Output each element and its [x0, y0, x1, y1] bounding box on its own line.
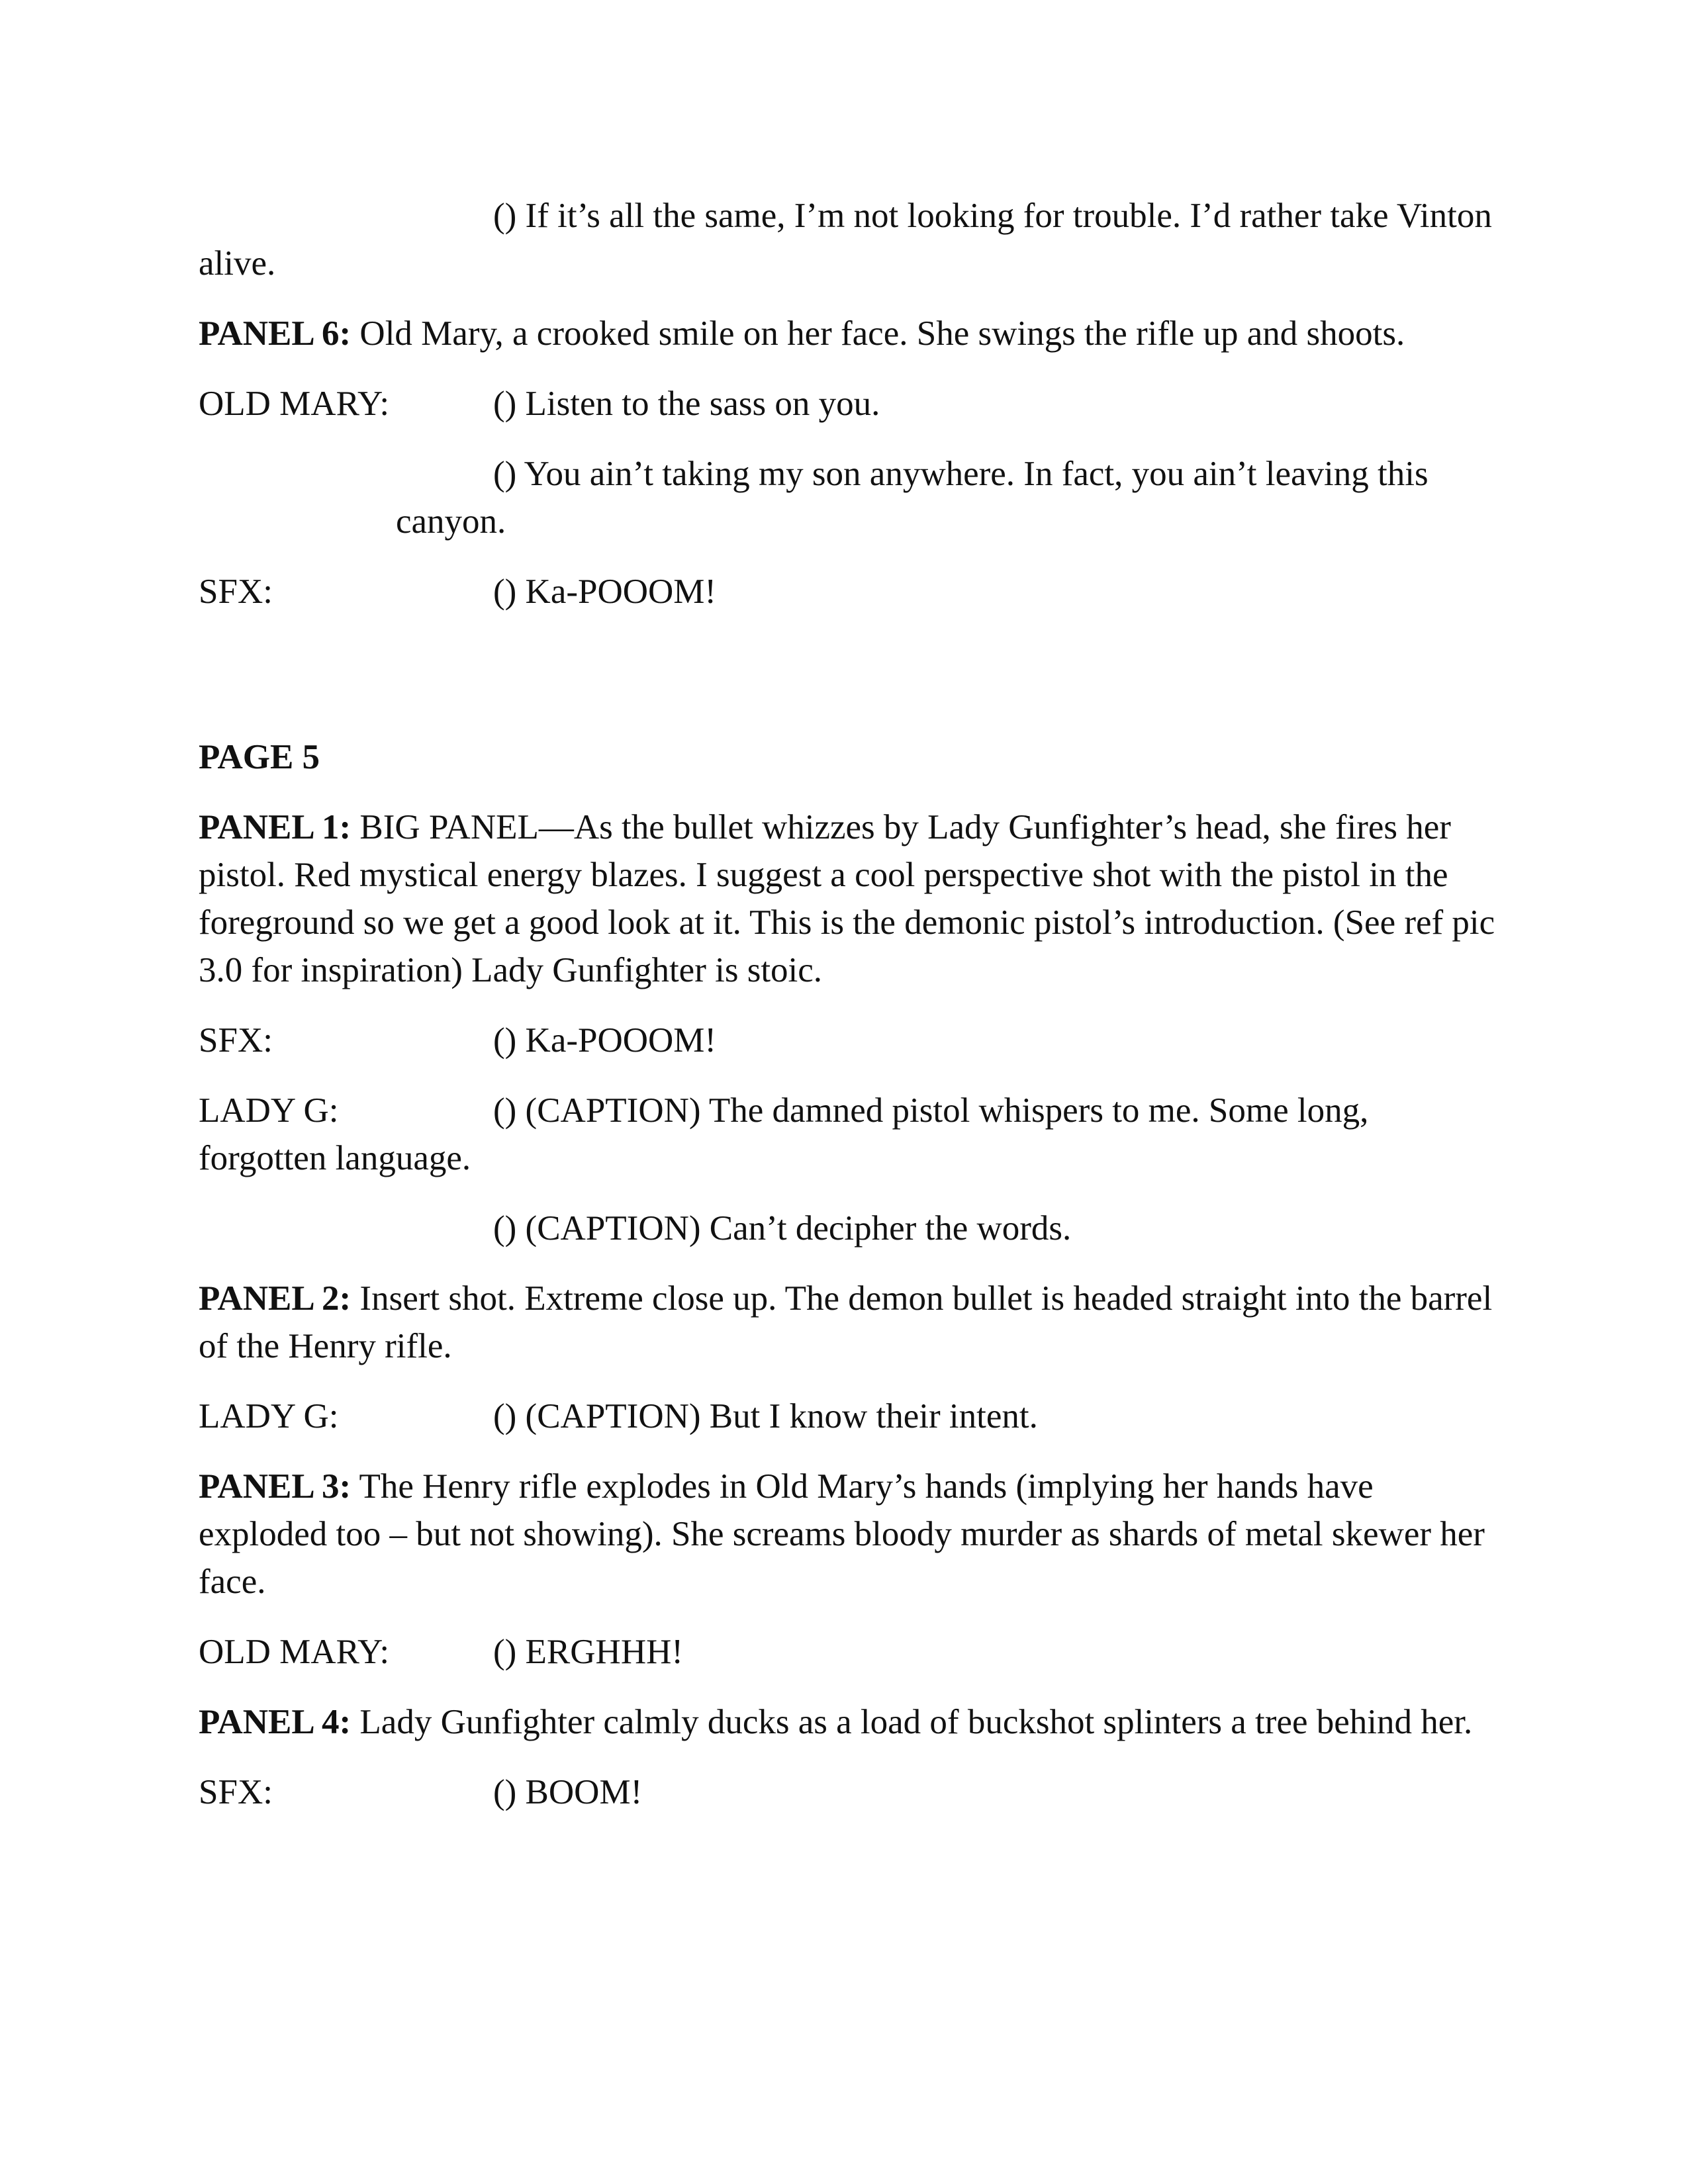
dialogue-continuation: () (CAPTION) Can’t decipher the words.	[493, 1209, 1072, 1248]
dialogue-line	[199, 1392, 1496, 1440]
speaker-name: OLD MARY:	[199, 385, 390, 423]
panel-text: BIG PANEL—As the bullet whizzes by Lady Gunfighter’s head, she fires her pistol. Red mystical energy blazes. I suggest a cool perspective shot with the pistol in the foreground so we get a good look at it. This is the demonic pistol’s introduction. (See ref pic 3.0 for inspiration) Lady Gunfighter is stoic.	[199, 808, 1495, 989]
panel-label: PANEL 4:	[199, 1703, 352, 1741]
panel-description	[199, 803, 1496, 994]
panel-description	[199, 1698, 1496, 1746]
panel-description	[199, 1463, 1496, 1606]
panel-text: Insert shot. Extreme close up. The demon bullet is headed straight into the barrel of the Henry rifle.	[199, 1279, 1493, 1365]
dialogue-text: () (CAPTION) The damned pistol whispers to me. Some long, forgotten language.	[199, 1091, 1369, 1177]
speaker-name: LADY G:	[199, 1397, 339, 1435]
dialogue-line	[199, 1017, 1496, 1064]
dialogue-line	[199, 568, 1496, 615]
panel-label: PANEL 2:	[199, 1279, 352, 1318]
speaker-name: SFX:	[199, 572, 273, 611]
script-page	[199, 192, 1496, 1816]
panel-label: PANEL 3:	[199, 1467, 352, 1506]
speaker-name: OLD MARY:	[199, 1633, 390, 1671]
panel-text: Lady Gunfighter calmly ducks as a load of buckshot splinters a tree behind her.	[351, 1703, 1473, 1741]
dialogue-line	[199, 1087, 1496, 1182]
dialogue-line	[199, 380, 1496, 428]
panel-label: PANEL 1:	[199, 808, 352, 846]
page-heading: PAGE 5	[199, 738, 320, 776]
dialogue-line	[199, 1768, 1496, 1816]
dialogue-line	[199, 1628, 1496, 1676]
panel-description	[199, 1275, 1496, 1370]
speaker-name: SFX:	[199, 1021, 273, 1060]
speaker-name: SFX:	[199, 1773, 273, 1811]
dialogue-text: () (CAPTION) But I know their intent.	[493, 1397, 1038, 1435]
dialogue-continuation: () If it’s all the same, I’m not looking for trouble. I’d rather take Vinton alive.	[199, 197, 1492, 283]
panel-text: Old Mary, a crooked smile on her face. She swings the rifle up and shoots.	[351, 314, 1405, 353]
speaker-name: LADY G:	[199, 1091, 339, 1130]
dialogue-text: () Ka-POOOM!	[493, 572, 717, 611]
panel-description	[199, 310, 1496, 357]
dialogue-text: () ERGHHH!	[493, 1633, 684, 1671]
dialogue-continuation: () You ain’t taking my son anywhere. In fact, you ain’t leaving this canyon.	[396, 455, 1429, 541]
dialogue-text: () Listen to the sass on you.	[493, 385, 880, 423]
dialogue-text: () BOOM!	[493, 1773, 643, 1811]
panel-text: The Henry rifle explodes in Old Mary’s hands (implying her hands have exploded too – but not showing). She screams bloody murder as shards of metal skewer her face.	[199, 1467, 1485, 1601]
dialogue-text: () Ka-POOOM!	[493, 1021, 717, 1060]
panel-label: PANEL 6:	[199, 314, 352, 353]
